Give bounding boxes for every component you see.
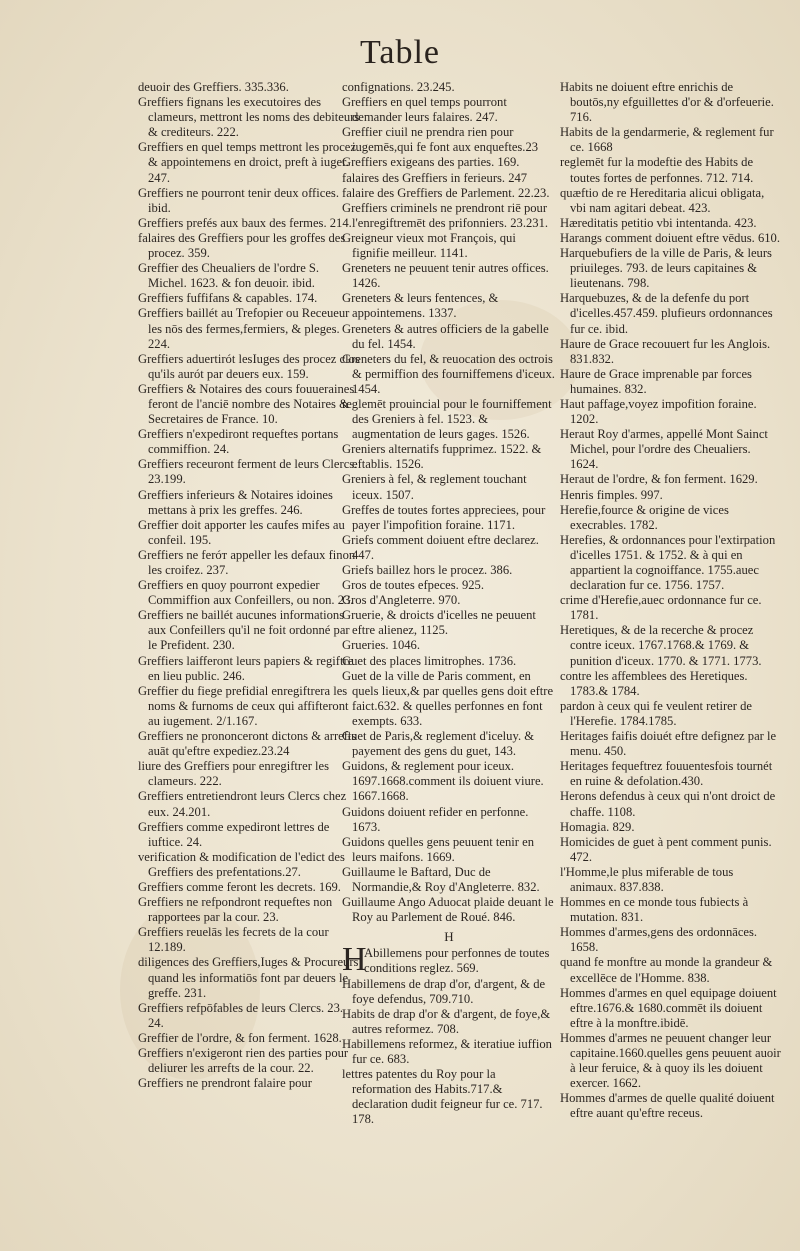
- index-entry: confignations. 23.245.: [342, 80, 455, 94]
- index-entry: Greffiers n'exigeront rien des parties pour deliurer les arrefts de la cour. 22.: [138, 1046, 349, 1076]
- index-entry: Greffiers n'expediront requeftes portans commiffion. 24.: [138, 427, 339, 457]
- index-entry: Hommes d'armes de quelle qualité doiuent eftre auant qu'eftre receus.: [560, 1091, 775, 1121]
- index-entry: Habillemens de drap d'or, d'argent, & de foye defendus, 709.710.: [342, 976, 546, 1006]
- index-entry: Guet des places limitrophes. 1736.: [342, 653, 517, 668]
- section-letter: H: [444, 929, 454, 945]
- index-entry: Guet de la ville de Paris comment, en quels lieux,& par quelles gens doit eftre faict.632. & quelles perfonnes en font exempts. 633.: [342, 668, 554, 728]
- index-entry: falaire des Greffiers de Parlement. 22.23.: [342, 185, 550, 200]
- index-entry: Greffes de toutes fortes appreciees, pour payer l'impofition foraine. 1171.: [342, 502, 546, 532]
- index-entry: Greffiers receuront ferment de leurs Clercs. 23.199.: [138, 457, 358, 487]
- index-entry: Greffiers inferieurs & Notaires idoines mettans à prix les greffes. 246.: [138, 487, 333, 517]
- index-entry: Greffier ciuil ne prendra rien pour iugemēs,qui fe font aux enqueftes.23: [342, 125, 539, 155]
- drop-cap: H: [342, 941, 367, 979]
- index-entry: Greffiers fignans les executoires des clameurs, mettront les noms des debiteurs & crediteurs. 222.: [138, 95, 360, 140]
- index-entry: falaires des Greffiers pour les groffes des procez. 359.: [138, 230, 346, 261]
- index-entry: Haut paffage,voyez impofition foraine. 1202.: [560, 396, 757, 427]
- index-entry: Heritages faifis doiuét eftre defignez par le menu. 450.: [560, 729, 777, 759]
- index-entry: Greniers à fel, & reglement touchant iceux. 1507.: [342, 472, 527, 502]
- index-entry: Harquebuzes, & de la defenfe du port d'icelles.457.459. plufieurs ordonnances fur ce. ibid.: [560, 291, 773, 336]
- index-entry: Greffiers comme feront les decrets. 169.: [138, 879, 341, 894]
- index-entry: Greneters & leurs fentences, & appointemens. 1337.: [342, 291, 499, 321]
- index-entry: Greffiers ne refpondront requeftes non rapportees par la cour. 23.: [138, 895, 333, 925]
- index-entry: Greffier doit apporter les caufes mifes au confeil. 195.: [138, 517, 345, 547]
- index-entry: Guidons quelles gens peuuent tenir en leurs maifons. 1669.: [342, 834, 535, 864]
- index-entry: Herefies, & ordonnances pour l'extirpation d'icelles 1751. & 1752. & à qui en appartient la cognoiffance. 1755.auec declaration fur ce. 1756. 1757.: [560, 532, 776, 593]
- index-entry: Greffiers reuelās les fecrets de la cour 12.189.: [138, 925, 329, 955]
- index-entry: Greffiers comme expediront lettres de iuftice. 24.: [138, 819, 330, 849]
- index-entry: Habits de la gendarmerie, & reglement fur ce. 1668: [560, 125, 774, 155]
- index-column-3: [560, 80, 782, 1121]
- index-entry: Herefie,fource & origine de vices execrables. 1782.: [560, 502, 729, 532]
- index-entry: Greffiers ne prononceront dictons & arrefts auāt qu'eftre expediez.23.24: [138, 729, 357, 759]
- index-entry: Greffiers exigeans des parties. 169.: [342, 155, 520, 170]
- index-entry: Griefs comment doiuent eftre declarez. 447.: [342, 532, 539, 562]
- index-entry: Greffiers en quoy pourront expedier Commiffion aux Confeillers, ou non. 23.: [138, 578, 354, 608]
- index-entry: Herons defendus à ceux qui n'ont droict de chaffe. 1108.: [560, 789, 776, 819]
- index-entry: Harangs comment doiuent eftre vēdus. 610.: [560, 230, 780, 245]
- index-entry: Guet de Paris,& reglement d'iceluy. & payement des gens du guet, 143.: [342, 729, 535, 759]
- index-entry: Habits de drap d'or & d'argent, de foye,& autres reformez. 708.: [342, 1006, 551, 1036]
- index-entry: Greffiers & Notaires des cours fouueraines feront de l'anciē nombre des Notaires & Secretaires de France. 10.: [138, 381, 355, 427]
- index-entry: Hommes d'armes en quel equipage doiuent eftre.1676.& 1680.commēt ils doiuent eftre à la monftre.ibidē.: [560, 985, 777, 1030]
- index-entry: Greneters du fel, & reuocation des octrois & permiffion des fourniffemens d'iceux. 1454.: [342, 351, 555, 396]
- index-entry: deuoir des Greffiers. 335.336.: [138, 80, 289, 94]
- index-entry: Homagia. 829.: [560, 819, 635, 834]
- index-entry: verification & modification de l'edict des Greffiers des prefentations.27.: [138, 849, 345, 879]
- index-entry: diligences des Greffiers,Iuges & Procureurs quand les informatiōs font par deuers le greffe. 231.: [138, 955, 359, 1000]
- index-entry: reglemēt prouincial pour le fourniffement des Greniers à fel. 1523. & augmentation de leurs gages. 1526.: [342, 396, 552, 442]
- index-entry: Greffiers ne pourront tenir deux offices. ibid.: [138, 185, 339, 215]
- index-entry: Greffier du fiege prefidial enregiftrera les noms & furnoms de ceux qui affifteront au iugement. 2/1.167.: [138, 683, 349, 728]
- index-entry: Guidons, & reglement pour iceux. 1697.1668.comment ils doiuent viure. 1667.1668.: [342, 759, 544, 804]
- index-entry: Greneters ne peuuent tenir autres offices. 1426.: [342, 261, 549, 291]
- index-entry: Gros d'Angleterre. 970.: [342, 593, 461, 608]
- index-column-1: [138, 80, 360, 1091]
- index-entry: Heraut de l'ordre, & fon ferment. 1629.: [560, 472, 758, 487]
- index-entry: Homicides de guet à pent comment punis. 472.: [560, 834, 772, 864]
- index-entry: pardon à ceux qui fe veulent retirer de l'Herefie. 1784.1785.: [560, 698, 752, 728]
- index-entry: Griefs baillez hors le procez. 386.: [342, 563, 513, 577]
- index-entry: lettres patentes du Roy pour la reformation des Habits.717.& declaration dudit feigneur fur ce. 717. 178.: [342, 1067, 543, 1127]
- index-entry: Gros de toutes efpeces. 925.: [342, 578, 484, 593]
- index-entry: Heretiques, & de la recerche & procez contre iceux. 1767.1768.& 1769. & punition d'iceux. 1770. & 1771. 1773.: [560, 623, 762, 668]
- index-entry: Hommes d'armes,gens des ordonnāces. 1658.: [560, 925, 758, 955]
- index-entry: Greffiers en quel temps pourront demander leurs falaires. 247.: [342, 95, 507, 125]
- index-entry: Greffiers baillét au Trefорier ou Receueur les nōs des fermes,fermiers, & pleges. 224.: [138, 306, 350, 351]
- index-entry: Guillaume le Baftard, Duc de Normandie,& Roy d'Angleterre. 832.: [342, 864, 540, 894]
- index-entry: Heritages fequeftrez fouuentesfois tournét en ruine & defolation.430.: [560, 759, 773, 789]
- index-entry: Haure de Grace imprenable par forces humaines. 832.: [560, 366, 752, 396]
- index-entry: Habits ne doiuent eftre enrichis de boutōs,ny efguillettes d'or & d'orfeuerie. 716.: [560, 80, 774, 125]
- index-entry: Habillemens reformez, & iteratiue iuffion fur ce. 683.: [342, 1036, 552, 1066]
- page-title: Table: [359, 34, 441, 71]
- index-entry: Hommes en ce monde tous fubiects à mutation. 831.: [560, 895, 749, 925]
- index-entry: [342, 941, 556, 979]
- index-entry: Guidons doiuent refider en perfonne. 1673.: [342, 804, 529, 834]
- index-entry: Greffier des Cheualiers de l'ordre S. Michel. 1623. & fon deuoir. ibid.: [138, 261, 320, 291]
- index-entry: Greffiers ne feróт appeller les defaux finon les croifez. 237.: [138, 547, 356, 577]
- index-entry: Hæreditatis petitio vbi intentanda. 423.: [560, 215, 757, 230]
- index-entry: liure des Greffiers pour enregiftrer les clameurs. 222.: [138, 759, 330, 789]
- index-entry: Greffiers prefés aux baux des fermes. 214.: [138, 215, 352, 230]
- index-entry: Greffiers refpōfables de leurs Clercs. 23. 24.: [138, 1000, 344, 1030]
- index-entry: Greffiers laifferont leurs papiers & regiftre en lieu public. 246.: [138, 653, 354, 683]
- index-entry: Harquebufiers de la ville de Paris, & leurs priuileges. 793. de leurs capitaines & lieutenans. 798.: [560, 246, 772, 291]
- index-entry: Greigneur vieux mot François, qui fignifie meilleur. 1141.: [342, 230, 516, 261]
- index-entry: Heraut Roy d'armes, appellé Mont Sainct Michel, pour l'ordre des Cheualiers. 1624.: [560, 427, 768, 472]
- index-entry: Guillaume Ango Aduocat plaide deuant le Roy au Parlement de Roué. 846.: [342, 895, 554, 925]
- index-entry: Greniers alternatifs fupprimez. 1522. & eftablis. 1526.: [342, 442, 542, 472]
- index-column-2: [342, 80, 556, 1127]
- index-entry: quand fe monftre au monde la grandeur & excellēce de l'Homme. 838.: [560, 955, 773, 985]
- index-entry: Greffiers ne prendront falaire pour: [138, 1076, 312, 1091]
- index-entry: quæftio de re Hereditaria alicui obligata, vbi nam agitari debeat. 423.: [560, 185, 765, 215]
- index-entry: Greneters & autres officiers de la gabelle du fel. 1454.: [342, 321, 549, 351]
- index-entry: Greffier de l'ordre, & fon ferment. 1628.: [138, 1030, 342, 1045]
- index-entry: crime d'Herefie,auec ordonnance fur ce. 1781.: [560, 593, 762, 623]
- index-entry: contre les affemblees des Heretiques. 1783.& 1784.: [560, 668, 748, 698]
- index-entry: reglemēt fur la modeftie des Habits de toutes fortes de perfonnes. 712. 714.: [560, 155, 754, 185]
- index-entry: l'Homme,le plus miferable de tous animaux. 837.838.: [560, 864, 734, 894]
- index-entry: Grueries. 1046.: [342, 638, 420, 653]
- index-entry: Greffiers aduertirót lesIuges des procez clos qu'ils aurót par deuers eux. 159.: [138, 351, 360, 381]
- index-entry: Haure de Grace recouuert fur les Anglois. 831.832.: [560, 336, 771, 366]
- index-entry-text: Abillemens pour perfonnes de toutes conditions reglez. 569.: [364, 946, 550, 976]
- index-entry: Greffiers entretiendront leurs Clercs chez eux. 24.201.: [138, 789, 347, 819]
- index-entry: Henris fimples. 997.: [560, 487, 663, 502]
- index-entry: falaires des Greffiers in ferieurs. 247: [342, 170, 528, 185]
- index-entry: Greffiers fuffifans & capables. 174.: [138, 291, 318, 306]
- index-entry: Hommes d'armes ne peuuent changer leur capitaine.1660.quelles gens peuuent auoir à leur feruice, & à quoy ils les doiuent exercer. 1662.: [560, 1030, 781, 1091]
- index-entry: Gruerie, & droicts d'icelles ne peuuent eftre alienez, 1125.: [342, 608, 536, 638]
- index-entry: Greffiers en quel temps mettront les procez & appointemens en droict, preft à iuger. 247.: [138, 140, 356, 185]
- index-entry: Greffiers criminels ne prendront riē pour l'enregiftremēt des prifonniers. 23.231.: [342, 200, 549, 230]
- index-entry: Greffiers ne baillét aucunes informations aux Confeillers qu'il ne foit ordonné par le Prefident. 230.: [138, 608, 350, 653]
